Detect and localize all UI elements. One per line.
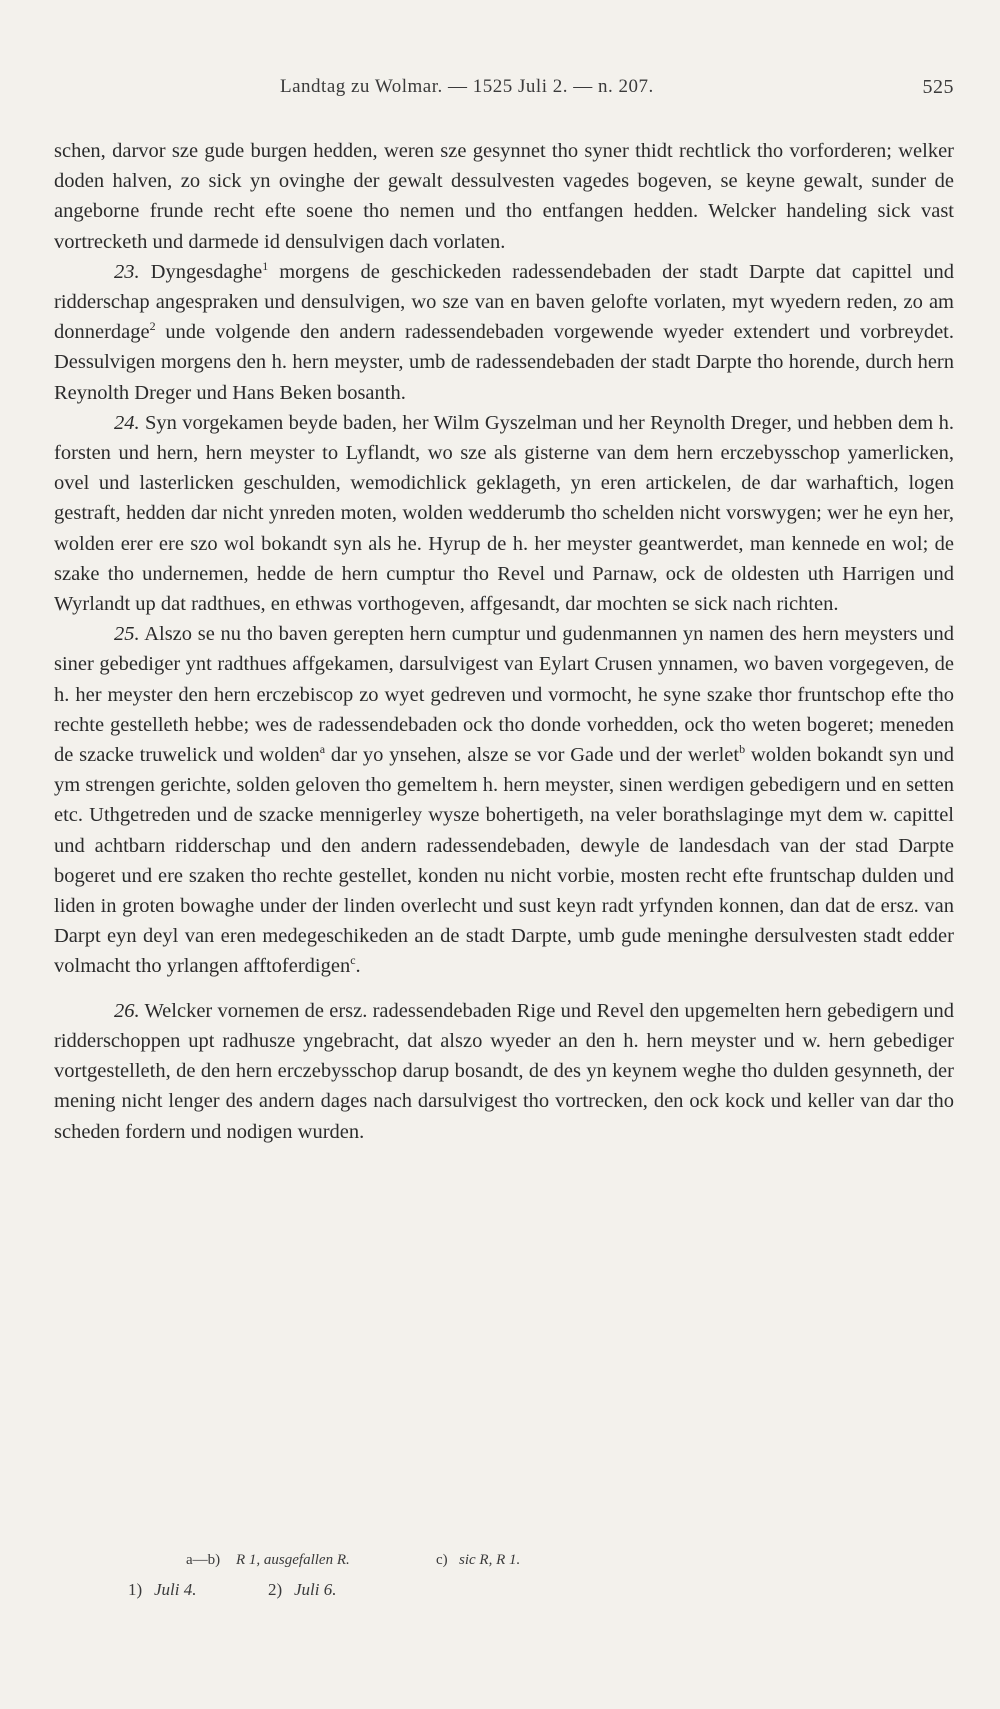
paragraph-24	[54, 408, 954, 619]
footnote-ref-1: 1	[262, 258, 269, 273]
commentary-notes	[124, 1580, 924, 1608]
footnote-ref-2: 2	[149, 319, 156, 334]
paragraph-text: morgens de geschickeden radessendebaden der stadt Darpte dat capittel und ridderschap angespraken und densulvigen, wo sze van en baven gelofte vorlaten, myt wyedern reden, zo am donnerdage	[54, 260, 954, 344]
paragraph-number: 24.	[114, 411, 140, 434]
paragraph-text: Alszo se nu tho baven gerepten hern cumptur und gudenmannen yn namen des hern meysters und siner gebediger ynt radthues affgekamen, darsulvigest van Eylart Crusen ynnamen, wo baven vorgegeven, de h. her meyster den hern erczebiscop zo wyet gedreven und vormocht, he syne szake thor fruntschop efte tho rechte gestelleth hebbe; wes de radessendebaden ock tho donde vorhedden, ock tho weten bogeret; meneden de szacke truwelick und wolden	[54, 623, 954, 767]
footnotes	[124, 1552, 924, 1608]
paragraph-23	[54, 257, 954, 408]
paragraph-text: Dyngesdaghe	[139, 260, 263, 283]
footnote-label-ab: a—b)	[186, 1552, 221, 1568]
footnote-ref-c: c	[350, 953, 356, 968]
footnote-label-2: 2)	[268, 1580, 283, 1599]
paragraph-text: Welcker vornemen de ersz. radessendebaden Rige und Revel den upgemelten hern gebedigern und ridderschoppen upt radhusze yngebracht, dat alszo wyeder an den h. hern meyster und w. hern gebediger vortgestelleth, de den hern erczebysschop darup bosandt, de des yn keynem weghe tho dulden gesynneth, der mening nicht lenger des andern dages nach darsulvigest tho vortrecken, den ock kock und keller van dar tho scheden fordern und nodigen wurden.	[54, 999, 954, 1143]
paragraph-text: unde volgende den andern radessendebaden vorgewende wyeder extendert und vorbreydet. Dessulvigen morgens den h. hern meyster, umb de radessendebaden der stadt Darpte tho horende, durch hern Reynolth Dreger und Hans Beken bosanth.	[54, 321, 954, 404]
footnote-ref-b: b	[739, 742, 746, 757]
paragraph-26	[54, 996, 954, 1147]
footnote-label-1: 1)	[128, 1580, 143, 1599]
footnote-text-1: Juli 4.	[154, 1580, 197, 1599]
running-head	[54, 72, 954, 102]
paragraph-text: Syn vorgekamen beyde baden, her Wilm Gyszelman und her Reynolth Dreger, und hebben dem h. forsten und hern, hern meyster to Lyflandt, wo sze als gisterne van dem hern erczebysschop yamerlicken, ovel und lasterlicken geschulden, wemodichlick geklageth, yn eren artickelen, de dar warhaftich, logen gestraft, hedden dar nicht ynreden moten, wolden wedderumb tho schelden nicht vorswygen; wer he eyn her, wolden erer ere szo wol bokandt syn als he. Hyrup de h. her meyster geantwerdet, man kennede en wol; de szake tho undernemen, hedde de hern cumptur tho Revel und Parnaw, ock de oldesten uth Harrigen und Wyrlandt up dat radthues, en ethwas vorthogeven, affgesandt, dar mochten se sick nach richten.	[54, 411, 954, 616]
body-text	[54, 136, 954, 1147]
paragraph-25	[54, 619, 954, 981]
paragraph-text: schen, darvor sze gude burgen hedden, weren sze gesynnet tho syner thidt rechtlick tho vorforderen; welker doden halven, zo sick yn ovinghe der gewalt dessulvesten vagedes bogeven, se keyne gewalt, sunder de angeborne frunde recht efte soene tho nemen und tho entfangen hedden. Welcker handeling sick vast vortrecketh und darmede id densulvigen dach vorlaten.	[54, 140, 954, 253]
footnote-text-2: Juli 6.	[294, 1580, 337, 1599]
paragraph-continuation	[54, 136, 954, 257]
paragraph-text: wolden bokandt syn und ym strengen gerichte, solden geloven tho gemeltem h. hern meyster, sinen werdigen gebedigern und en setten etc. Uthgetreden und de szacke mennigerley wysze bohertigeth, na veler borathslaginge myt dem w. capittel und achtbarn ridderschap und den andern radessendebaden, dewyle de landesdach van der stad Darpte bogeret und ere szaken tho rechte gestellet, konden nu nicht vorbie, mosten recht efte fruntschap dulden und liden in groten bowaghe under der linden overlecht und sust keyn radt yrfynden konnen, dan dat de ersz. van Darpt eyn deyl van eren medegeschikeden an de stadt Darpte, umb gude meninghe dersulvesten stadt edder volmacht tho yrlangen afftoferdigen	[54, 744, 954, 978]
page-number: 525	[922, 76, 954, 98]
paragraph-text: .	[355, 955, 361, 978]
paragraph-number: 26.	[114, 999, 140, 1022]
footnote-label-c: c)	[436, 1552, 448, 1568]
paragraph-number: 25.	[114, 623, 140, 646]
footnote-ref-a: a	[319, 742, 326, 757]
footnote-text-c: sic R, R 1.	[459, 1552, 521, 1568]
paragraph-text: dar yo ynsehen, alsze se vor Gade und der werlet	[325, 744, 740, 767]
running-head-title: Landtag zu Wolmar. — 1525 Juli 2. — n. 207.	[280, 76, 654, 97]
footnote-text-ab: R 1, ausgefallen R.	[236, 1552, 350, 1568]
critical-apparatus	[124, 1552, 924, 1580]
paragraph-number: 23.	[114, 260, 140, 283]
